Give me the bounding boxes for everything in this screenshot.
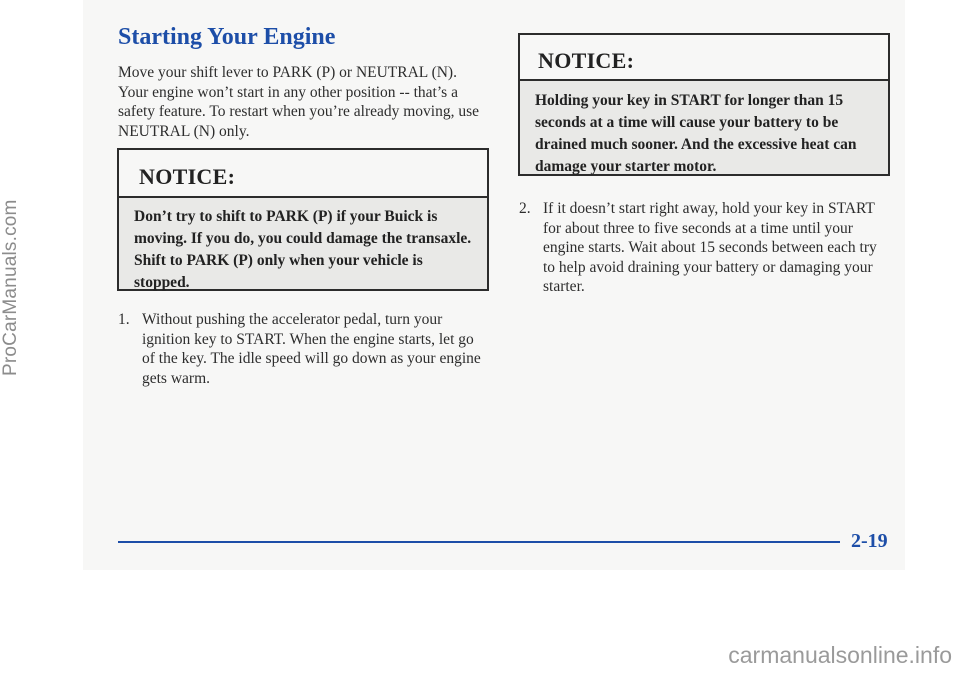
section-title: Starting Your Engine xyxy=(118,24,336,50)
step-text: Without pushing the accelerator pedal, turn your ignition key to START. When the engine starts, let go of the key. The idle speed will go down as your engine gets warm. xyxy=(142,311,481,387)
notice-heading: NOTICE: xyxy=(139,164,236,189)
step-text: If it doesn’t start right away, hold your key in START for about three to five seconds at a time until your engine starts. Wait about 15 seconds between each try to help avoid draining your battery or damaging your starter. xyxy=(543,200,877,295)
side-watermark-text: ProCarManuals.com xyxy=(0,199,21,376)
footer-rule xyxy=(118,541,840,543)
notice-box-start-duration xyxy=(518,33,890,176)
notice-box-shift xyxy=(117,148,489,291)
notice-heading: NOTICE: xyxy=(538,48,635,73)
notice-text: Don’t try to shift to PARK (P) if your Buick is moving. If you do, you could damage the transaxle. Shift to PARK (P) only when your vehicle is stopped. xyxy=(134,208,472,291)
notice-header xyxy=(119,150,487,198)
step-number: 2. xyxy=(519,200,531,217)
page-number: 2-19 xyxy=(851,530,888,552)
bottom-watermark: carmanualsonline.info xyxy=(728,642,952,668)
step-number: 1. xyxy=(118,311,130,328)
notice-header xyxy=(520,35,888,81)
side-watermark xyxy=(0,0,40,570)
intro-paragraph: Move your shift lever to PARK (P) or NEUTRAL (N). Your engine won’t start in any other position -- that’s a safety feature. To restart when you’re already moving, use NEUTRAL (N) only. xyxy=(118,64,480,140)
notice-text: Holding your key in START for longer than 15 seconds at a time will cause your battery to be drained much sooner. And the excessive heat can damage your starter motor. xyxy=(535,92,857,175)
